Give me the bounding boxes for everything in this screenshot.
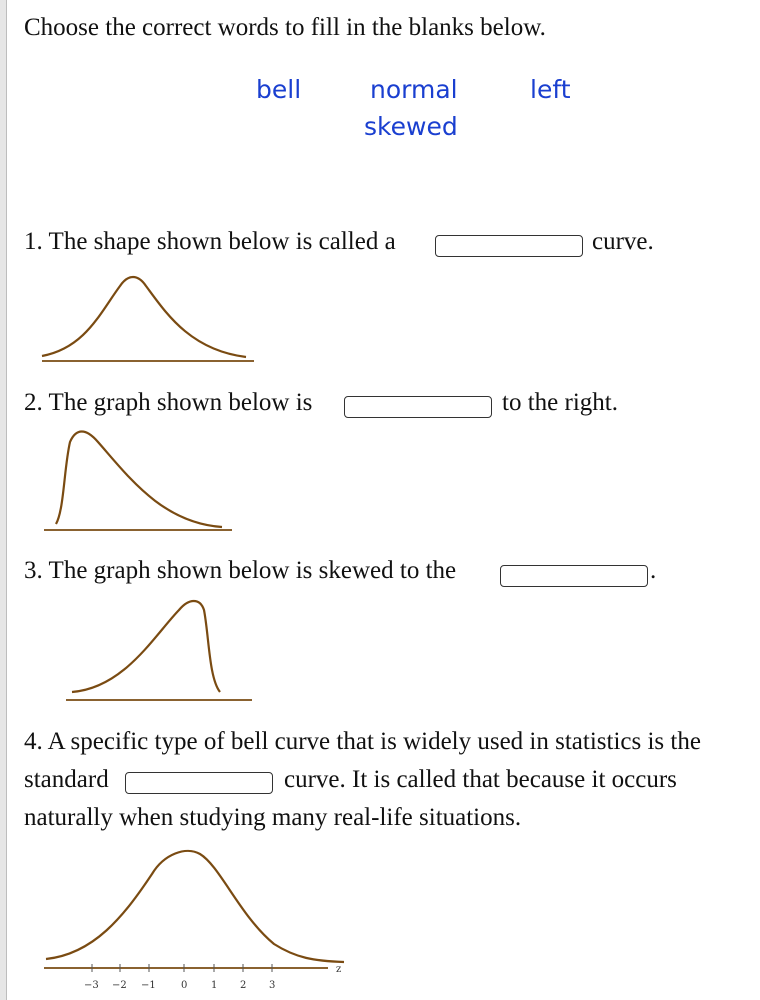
q1-text: 1. The shape shown below is called a: [24, 228, 396, 255]
word-bell[interactable]: bell: [256, 75, 302, 104]
q3-text: 3. The graph shown below is skewed to the: [24, 557, 457, 584]
tick-label-neg1: −1: [141, 980, 156, 991]
q3-after: .: [650, 557, 657, 584]
left-skewed-curve: [72, 601, 220, 692]
q2-after: to the right.: [502, 389, 618, 416]
q4-line2-after: curve. It is called that because it occurs: [284, 766, 677, 793]
right-skewed-graph: [42, 428, 234, 534]
q4-line2-before: standard: [24, 766, 109, 793]
normal-curve: [46, 851, 344, 962]
bell-curve: [42, 277, 246, 357]
q2-blank[interactable]: [344, 396, 492, 418]
normal-curve-graph: [44, 846, 354, 992]
word-normal[interactable]: normal: [370, 75, 458, 104]
word-left[interactable]: left: [530, 75, 571, 104]
q4-line3: naturally when studying many real-life situations.: [24, 804, 522, 831]
left-skewed-graph: [64, 596, 254, 706]
q3-blank[interactable]: [500, 565, 648, 587]
q1-after: curve.: [592, 228, 654, 255]
tick-label-2: 2: [240, 980, 247, 991]
left-border: [0, 0, 7, 1000]
q4-line1: 4. A specific type of bell curve that is widely used in statistics is the: [24, 728, 701, 755]
right-skewed-curve: [56, 432, 222, 528]
q4-blank[interactable]: [125, 772, 273, 794]
tick-label-0: 0: [181, 980, 188, 991]
q2-text: 2. The graph shown below is: [24, 389, 313, 416]
word-skewed[interactable]: skewed: [364, 112, 458, 141]
tick-label-neg3: −3: [84, 980, 99, 991]
q1-blank[interactable]: [435, 235, 583, 257]
instructions: Choose the correct words to fill in the blanks below.: [24, 14, 546, 41]
z-axis-label: z: [336, 964, 342, 975]
tick-label-neg2: −2: [112, 980, 127, 991]
tick-label-3: 3: [269, 980, 276, 991]
tick-label-1: 1: [211, 980, 218, 991]
bell-curve-graph: [40, 268, 256, 364]
